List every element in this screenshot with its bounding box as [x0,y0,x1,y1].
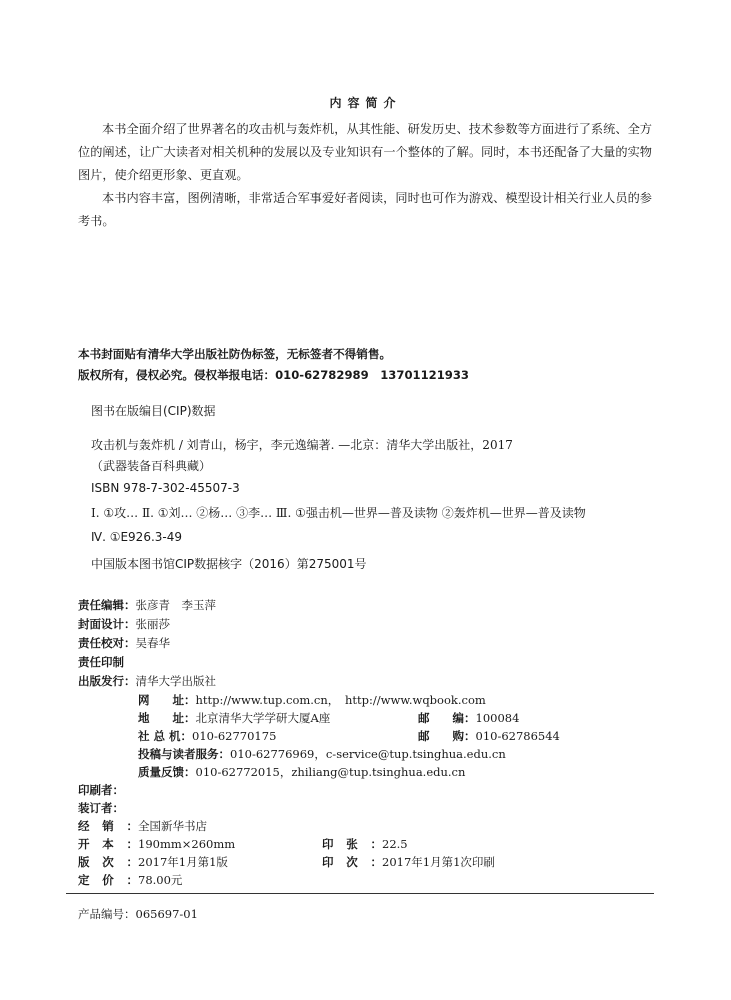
intro-paragraph-1: 本书全面介绍了世界著名的攻击机与轰炸机，从其性能、研发历史、技术参数等方面进行了系统、全方位的阐述，让广大读者对相关机种的发展以及专业知识有一个整体的了解。同时，本书还配备了大量的实物图片，使介绍更形象、更直观。 [78,122,652,182]
intro-paragraph-2: 本书内容丰富，图例清晰，非常适合军事爱好者阅读，同时也可作为游戏、模型设计相关行业人员的参考书。 [78,191,652,228]
divider-rule [66,893,654,894]
credit-publisher-value: 清华大学出版社 [135,674,216,688]
cip-series-line: （武器装备百科典藏） [91,459,212,473]
credit-impression [322,851,495,870]
credit-format-value: 190mm×260mm [138,837,236,851]
credit-format [78,833,235,852]
credit-postcode-label: 邮 编： [418,711,476,725]
credit-service-value: 010-62776969，c-service@tup.tsinghua.edu.cn [230,747,506,761]
credit-switchboard-label: 社 总 机： [138,729,193,743]
credit-format-label: 开本： [78,837,138,851]
credit-binder [78,797,124,816]
credit-cover-value: 张丽莎 [135,617,170,631]
page-title: 内容简介 [329,96,402,110]
credit-proof-value: 吴春华 [135,636,170,650]
credit-postcode-value: 100084 [475,711,520,725]
credit-printer-label: 印刷者： [78,783,124,797]
cip-class-line: Ⅳ. ①E926.3-49 [91,530,182,544]
credit-postcode [418,707,519,726]
credit-proof [78,632,170,651]
credit-distributor [78,815,207,834]
credit-address-value: 北京清华大学学研大厦A座 [195,711,331,725]
credit-service-label: 投稿与读者服务： [138,747,230,761]
credit-editor-label: 责任编辑： [78,598,136,612]
credit-price [78,869,182,888]
credit-sheets-value: 22.5 [382,837,408,851]
credit-print-manager [78,651,124,670]
credit-reader-service [138,743,506,762]
credit-print-label: 责任印制 [78,655,124,669]
copyright-notice: 版权所有，侵权必究。侵权举报电话：010-62782989 13701121933 [78,368,469,382]
cip-heading: 图书在版编目(CIP)数据 [91,404,216,418]
credit-website-value: http://www.tup.com.cn， http://www.wqbook.com [195,693,486,707]
credit-address-label: 地 址： [138,711,196,725]
credit-printer [78,779,124,798]
credit-edition [78,851,228,870]
credit-cover-label: 封面设计： [78,617,136,631]
credit-edition-label: 版次： [78,855,138,869]
credit-impression-value: 2017年1月第1次印刷 [382,855,495,869]
credit-mailorder [418,725,560,744]
credit-price-value: 78.00元 [138,873,183,887]
credit-switchboard-value: 010-62770175 [192,729,277,743]
credit-website [138,689,486,708]
credit-editor-value: 张彦青 李玉萍 [135,598,216,612]
credit-quality-label: 质量反馈： [138,765,196,779]
credit-mailorder-value: 010-62786544 [475,729,560,743]
credit-publisher [78,670,216,689]
credit-mailorder-label: 邮 购： [418,729,476,743]
anti-counterfeit-notice: 本书封面贴有清华大学出版社防伪标签，无标签者不得销售。 [78,347,392,361]
credit-quality-value: 010-62772015，zhiliang@tup.tsinghua.edu.cn [195,765,466,779]
credit-sheets [322,833,408,852]
credit-edition-value: 2017年1月第1版 [138,855,228,869]
credit-proof-label: 责任校对： [78,636,136,650]
credit-impression-label: 印次： [322,855,382,869]
credit-quality-feedback [138,761,465,780]
credit-editor [78,594,216,613]
cip-record-line: 中国版本图书馆CIP数据核字（2016）第275001号 [91,557,367,571]
cip-title-line: 攻击机与轰炸机 / 刘青山，杨宇，李元逸编著. —北京：清华大学出版社，2017 [91,438,513,452]
credit-distributor-label: 经销： [78,819,138,833]
credit-address [138,707,330,726]
credit-distributor-value: 全国新华书店 [138,819,207,833]
credit-price-label: 定价： [78,873,138,887]
credit-publisher-label: 出版发行： [78,674,136,688]
product-code: 产品编号：065697-01 [78,907,198,921]
credit-website-label: 网 址： [138,693,196,707]
cip-subject-line: Ⅰ. ①攻… Ⅱ. ①刘… ②杨… ③李… Ⅲ. ①强击机—世界—普及读物 ②轰炸机—世界—普及读物 [91,506,586,520]
credit-cover [78,613,170,632]
credit-sheets-label: 印张： [322,837,382,851]
credit-binder-label: 装订者： [78,801,124,815]
credit-switchboard [138,725,276,744]
cip-isbn: ISBN 978-7-302-45507-3 [91,481,240,495]
